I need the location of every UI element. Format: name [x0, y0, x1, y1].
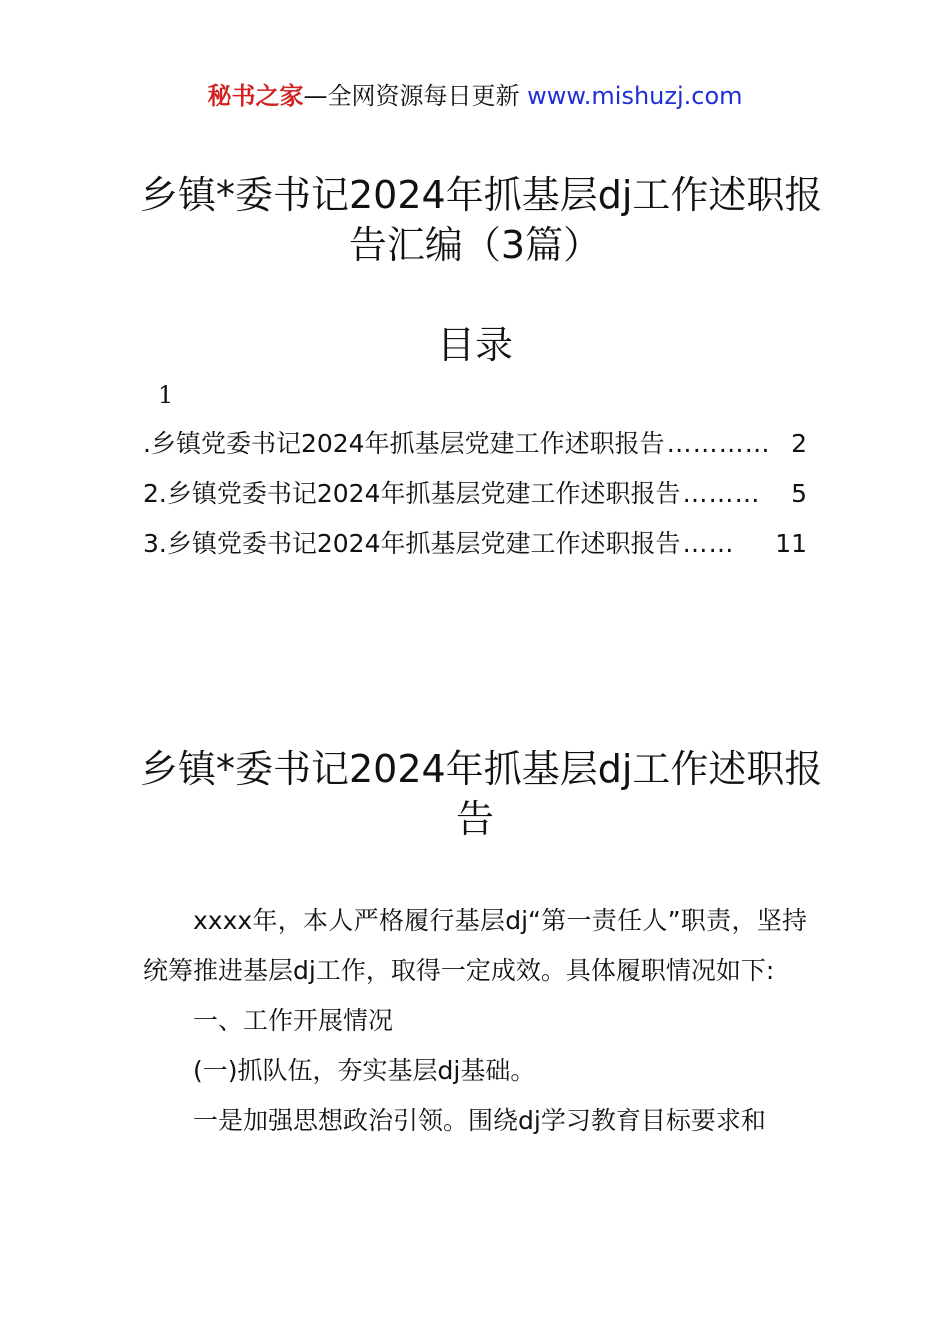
toc-entry-label: .乡镇党委书记2024年抓基层党建工作述职报告	[143, 429, 665, 458]
cover-title-line1: 乡镇*委书记2024年抓基层dj工作述职报	[140, 173, 823, 217]
toc-entry-label: 2.乡镇党委书记2024年抓基层党建工作述职报告	[143, 479, 681, 508]
toc-entry[interactable]	[143, 476, 807, 526]
body-paragraph: xxxx年，本人严格履行基层dj“第一责任人”职责，坚持统筹推进基层dj工作，取得一定成效。具体履职情况如下:	[143, 906, 807, 985]
toc-entry-leader: ……	[682, 529, 735, 558]
toc-entry-leader: …………	[666, 429, 771, 458]
banner-tagline: —全网资源每日更新	[303, 82, 520, 110]
toc-entry-page: 2	[791, 429, 807, 458]
toc-entry[interactable]	[143, 426, 807, 476]
toc-orphan-number: 1	[158, 381, 174, 409]
article-body	[143, 896, 807, 1146]
brand-name: 秘书之家	[207, 82, 304, 110]
cover-title	[140, 170, 823, 270]
section-heading: 一、工作开展情况	[193, 1006, 394, 1035]
article-title-line2: 告	[455, 797, 494, 841]
table-of-contents	[143, 426, 807, 576]
cover-title-line2: 告汇编（3篇）	[348, 223, 602, 267]
body-paragraph: 一是加强思想政治引领。围绕dj学习教育目标要求和	[193, 1106, 766, 1135]
toc-heading: 目录	[436, 323, 513, 367]
site-banner	[0, 80, 950, 112]
toc-entry[interactable]	[143, 526, 807, 576]
toc-entry-label: 3.乡镇党委书记2024年抓基层党建工作述职报告	[143, 529, 681, 558]
subsection-heading: (一)抓队伍，夯实基层dj基础。	[193, 1056, 536, 1085]
toc-entry-page: 5	[791, 479, 807, 508]
toc-entry-page: 11	[775, 529, 807, 558]
article-title-line1: 乡镇*委书记2024年抓基层dj工作述职报	[140, 747, 823, 791]
article-title	[140, 744, 823, 844]
toc-entry-leader: ………	[682, 479, 761, 508]
site-url-link[interactable]: www.mishuzj.com	[527, 82, 743, 110]
